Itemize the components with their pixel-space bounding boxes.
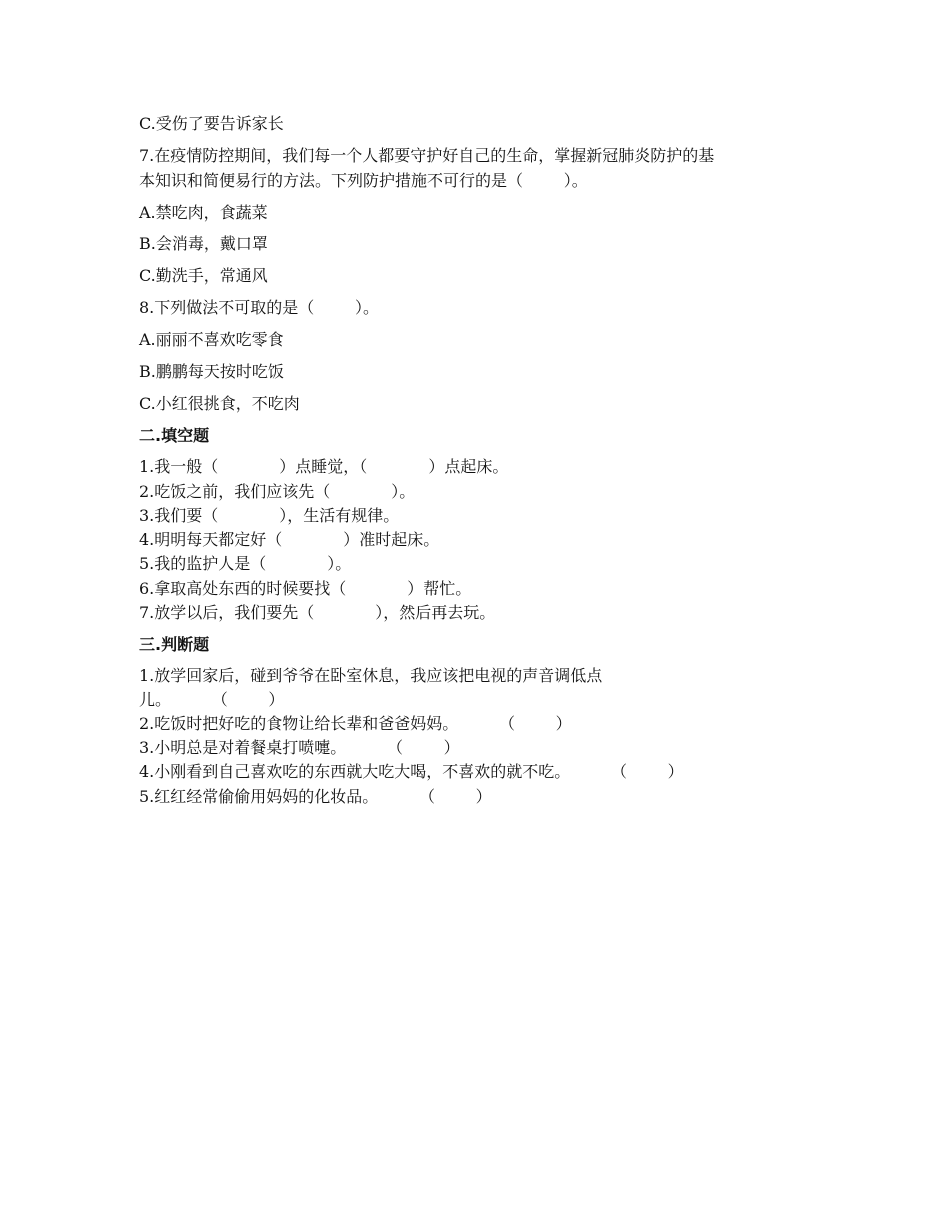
fill-question-3: 3.我们要（ ），生活有规律。 — [139, 506, 400, 525]
judge-question-3: 3.小明总是对着餐桌打喷嚏。 （ ） — [139, 738, 460, 757]
judge-question-4: 4.小刚看到自己喜欢吃的东西就大吃大喝，不喜欢的就不吃。 （ ） — [139, 762, 684, 781]
option-8c: C.小红很挑食，不吃肉 — [139, 394, 300, 413]
section-heading-true-false: 三.判断题 — [139, 635, 210, 654]
option-7a: A.禁吃肉，食蔬菜 — [139, 203, 268, 222]
fill-question-7: 7.放学以后，我们要先（ ），然后再去玩。 — [139, 603, 496, 622]
judge-question-5: 5.红红经常偷偷用妈妈的化妆品。 （ ） — [139, 787, 492, 806]
fill-question-1: 1.我一般（ ）点睡觉，（ ）点起床。 — [139, 457, 509, 476]
option-7c: C.勤洗手，常通风 — [139, 266, 268, 285]
fill-question-2: 2.吃饭之前，我们应该先（ ）。 — [139, 482, 416, 501]
question-7-line-2: 本知识和简便易行的方法。下列防护措施不可行的是（ ）。 — [139, 171, 588, 190]
fill-question-6: 6.拿取高处东西的时候要找（ ）帮忙。 — [139, 579, 472, 598]
judge-question-1-line-2: 儿。 （ ） — [139, 690, 285, 709]
section-heading-fill-blank: 二.填空题 — [139, 426, 210, 445]
option-6c: C.受伤了要告诉家长 — [139, 114, 284, 133]
fill-question-5: 5.我的监护人是（ ）。 — [139, 554, 352, 573]
option-8b: B.鹏鹏每天按时吃饭 — [139, 362, 284, 381]
option-8a: A.丽丽不喜欢吃零食 — [139, 330, 284, 349]
judge-question-1-line-1: 1.放学回家后，碰到爷爷在卧室休息，我应该把电视的声音调低点 — [139, 666, 603, 685]
question-7-line-1: 7.在疫情防控期间，我们每一个人都要守护好自己的生命，掌握新冠肺炎防护的基 — [139, 146, 715, 165]
judge-question-2: 2.吃饭时把好吃的食物让给长辈和爸爸妈妈。 （ ） — [139, 714, 572, 733]
option-7b: B.会消毒，戴口罩 — [139, 234, 268, 253]
fill-question-4: 4.明明每天都定好（ ）准时起床。 — [139, 530, 440, 549]
question-8: 8.下列做法不可取的是（ ）。 — [139, 298, 379, 317]
